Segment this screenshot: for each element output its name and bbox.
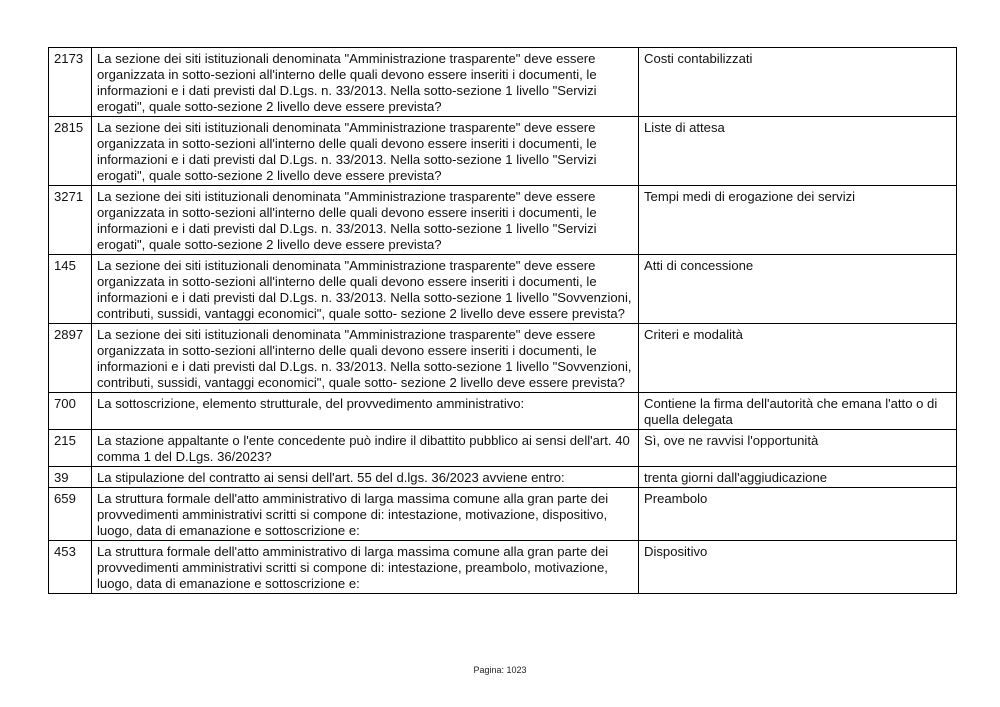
answer-text: Contiene la firma dell'autorità che emana l'atto o di quella delegata (639, 393, 957, 430)
question-text: La sezione dei siti istituzionali denominata "Amministrazione trasparente" deve essere organizzata in sotto-sezioni all'interno delle quali devono essere inseriti i documenti, le informazioni e i dati previsti dal D.Lgs. n. 33/2013. Nella sotto-sezione 1 livello "Sovvenzioni, contributi, sussidi, vantaggi economici", quale sotto- sezione 2 livello deve essere prevista? (92, 255, 639, 324)
answer-text: Liste di attesa (639, 117, 957, 186)
table-row (49, 488, 957, 541)
question-id: 453 (49, 541, 92, 594)
answer-text: Atti di concessione (639, 255, 957, 324)
table-row (49, 541, 957, 594)
table-row (49, 186, 957, 255)
question-text: La sezione dei siti istituzionali denominata "Amministrazione trasparente" deve essere organizzata in sotto-sezioni all'interno delle quali devono essere inseriti i documenti, le informazioni e i dati previsti dal D.Lgs. n. 33/2013. Nella sotto-sezione 1 livello "Servizi erogati", quale sotto-sezione 2 livello deve essere prevista? (92, 186, 639, 255)
question-text: La stazione appaltante o l'ente concedente può indire il dibattito pubblico ai sensi dell'art. 40 comma 1 del D.Lgs. 36/2023? (92, 430, 639, 467)
answer-text: Costi contabilizzati (639, 48, 957, 117)
table-row (49, 117, 957, 186)
question-id: 39 (49, 467, 92, 488)
table-row (49, 393, 957, 430)
question-id: 2173 (49, 48, 92, 117)
question-text: La sezione dei siti istituzionali denominata "Amministrazione trasparente" deve essere organizzata in sotto-sezioni all'interno delle quali devono essere inseriti i documenti, le informazioni e i dati previsti dal D.Lgs. n. 33/2013. Nella sotto-sezione 1 livello "Servizi erogati", quale sotto-sezione 2 livello deve essere prevista? (92, 117, 639, 186)
question-text: La struttura formale dell'atto amministrativo di larga massima comune alla gran parte dei provvedimenti amministrativi scritti si compone di: intestazione, motivazione, dispositivo, luogo, data di emanazione e sottoscrizione e: (92, 488, 639, 541)
question-id: 215 (49, 430, 92, 467)
answer-text: Tempi medi di erogazione dei servizi (639, 186, 957, 255)
table-row (49, 467, 957, 488)
answer-text: trenta giorni dall'aggiudicazione (639, 467, 957, 488)
table-row (49, 324, 957, 393)
question-text: La struttura formale dell'atto amministrativo di larga massima comune alla gran parte dei provvedimenti amministrativi scritti si compone di: intestazione, preambolo, motivazione, luogo, data di emanazione e sottoscrizione e: (92, 541, 639, 594)
question-text: La sezione dei siti istituzionali denominata "Amministrazione trasparente" deve essere organizzata in sotto-sezioni all'interno delle quali devono essere inseriti i documenti, le informazioni e i dati previsti dal D.Lgs. n. 33/2013. Nella sotto-sezione 1 livello "Servizi erogati", quale sotto-sezione 2 livello deve essere prevista? (92, 48, 639, 117)
question-id: 3271 (49, 186, 92, 255)
answer-text: Criteri e modalità (639, 324, 957, 393)
table-row (49, 48, 957, 117)
page-number: Pagina: 1023 (473, 665, 527, 675)
question-id: 145 (49, 255, 92, 324)
answer-text: Sì, ove ne ravvisi l'opportunità (639, 430, 957, 467)
answer-text: Preambolo (639, 488, 957, 541)
question-text: La sezione dei siti istituzionali denominata "Amministrazione trasparente" deve essere organizzata in sotto-sezioni all'interno delle quali devono essere inseriti i documenti, le informazioni e i dati previsti dal D.Lgs. n. 33/2013. Nella sotto-sezione 1 livello "Sovvenzioni, contributi, sussidi, vantaggi economici", quale sotto- sezione 2 livello deve essere prevista? (92, 324, 639, 393)
question-id: 700 (49, 393, 92, 430)
question-text: La sottoscrizione, elemento strutturale, del provvedimento amministrativo: (92, 393, 639, 430)
answer-text: Dispositivo (639, 541, 957, 594)
table-row (49, 255, 957, 324)
question-id: 659 (49, 488, 92, 541)
question-table (48, 47, 957, 594)
question-text: La stipulazione del contratto ai sensi dell'art. 55 del d.lgs. 36/2023 avviene entro: (92, 467, 639, 488)
question-id: 2815 (49, 117, 92, 186)
question-id: 2897 (49, 324, 92, 393)
table-row (49, 430, 957, 467)
